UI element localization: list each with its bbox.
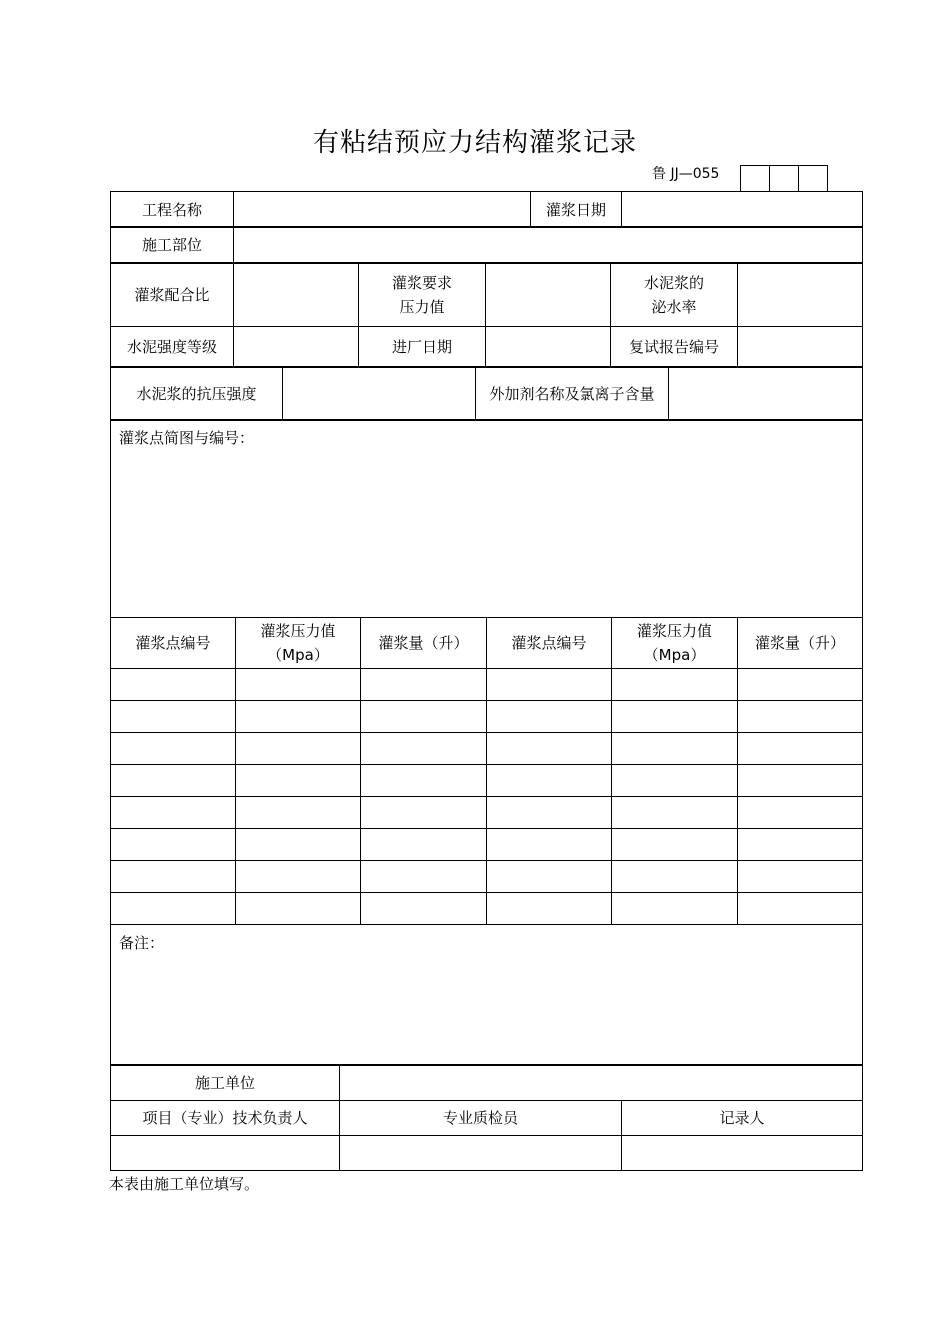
inspector-sign-cell[interactable] [340,1136,622,1171]
remarks-area[interactable] [111,925,863,1065]
col-volume: 灌浆量（升） [361,618,487,669]
entry-date-cell[interactable] [486,327,611,368]
grout-rows [111,669,863,925]
grout-date-cell[interactable] [622,192,863,228]
admixture-cell[interactable] [669,367,863,421]
footnote: 本表由施工单位填写。 [109,1175,260,1193]
table-cell[interactable] [612,861,738,893]
cement-grade-label: 水泥强度等级 [111,327,234,368]
table-cell[interactable] [236,861,361,893]
bleeding-line2: 泌水率 [651,297,697,316]
table-cell[interactable] [487,669,612,701]
table-cell[interactable] [738,765,863,797]
pressure-req-line1: 灌浆要求 [391,273,452,292]
tech-lead-sign-cell[interactable] [111,1136,340,1171]
table-cell[interactable] [361,765,487,797]
table-cell[interactable] [111,829,236,861]
table-cell[interactable] [236,893,361,925]
construction-part-label: 施工部位 [111,227,234,264]
col-pressure [236,618,361,669]
table-cell[interactable] [612,829,738,861]
table-cell[interactable] [361,893,487,925]
table-row [111,797,863,829]
table-cell[interactable] [487,861,612,893]
bleeding-label [611,263,738,327]
remarks-label: 备注： [119,934,165,952]
table-cell[interactable] [738,861,863,893]
table-cell[interactable] [738,733,863,765]
table-cell[interactable] [111,669,236,701]
construction-unit-cell[interactable] [340,1066,863,1101]
table-cell[interactable] [111,797,236,829]
table-cell[interactable] [612,797,738,829]
entry-date-label: 进厂日期 [359,327,486,368]
recorder-label: 记录人 [622,1101,863,1136]
header-table-d [110,366,863,421]
table-cell[interactable] [738,829,863,861]
col-point-no: 灌浆点编号 [111,618,236,669]
construction-unit-label: 施工单位 [111,1066,340,1101]
code-box[interactable] [769,165,799,192]
table-cell[interactable] [361,701,487,733]
table-cell[interactable] [236,829,361,861]
pressure-req-label [359,263,486,327]
pressure-req-line2: 压力值 [399,297,445,316]
tech-lead-label: 项目（专业）技术负责人 [111,1101,340,1136]
table-cell[interactable] [612,669,738,701]
table-row [111,861,863,893]
table-cell[interactable] [236,701,361,733]
table-cell[interactable] [487,893,612,925]
table-cell[interactable] [111,733,236,765]
table-cell[interactable] [111,701,236,733]
sketch-area[interactable] [111,420,863,618]
table-cell[interactable] [361,829,487,861]
compressive-cell[interactable] [283,367,476,421]
inspector-label: 专业质检员 [340,1101,622,1136]
compressive-label: 水泥浆的抗压强度 [111,367,283,421]
table-cell[interactable] [236,765,361,797]
table-cell[interactable] [487,701,612,733]
table-cell[interactable] [111,893,236,925]
table-cell[interactable] [111,765,236,797]
header-table-a [110,191,863,228]
col-pressure-unit: （Mpa） [267,646,329,664]
form-code: 鲁 JJ—055 [652,166,720,182]
col-pressure-2 [612,618,738,669]
col-pressure-2-unit: （Mpa） [643,646,706,664]
table-cell[interactable] [612,701,738,733]
table-row [111,669,863,701]
table-row [111,829,863,861]
table-cell[interactable] [236,733,361,765]
code-box[interactable] [798,165,828,192]
table-row [111,765,863,797]
form-title: 有粘结预应力结构灌浆记录 [312,128,637,158]
retest-report-cell[interactable] [738,327,863,368]
table-cell[interactable] [487,733,612,765]
table-cell[interactable] [361,797,487,829]
table-cell[interactable] [111,861,236,893]
header-table-b [110,226,863,264]
admixture-label: 外加剂名称及氯离子含量 [476,367,669,421]
cement-grade-cell[interactable] [234,327,359,368]
retest-report-label: 复试报告编号 [611,327,738,368]
grout-date-label: 灌浆日期 [531,192,622,228]
table-cell[interactable] [612,765,738,797]
table-cell[interactable] [487,765,612,797]
col-pressure-2-line1: 灌浆压力值 [636,622,712,640]
table-cell[interactable] [612,893,738,925]
project-name-cell[interactable] [234,192,531,228]
bleeding-cell[interactable] [738,263,863,327]
table-cell[interactable] [236,797,361,829]
pressure-req-cell[interactable] [486,263,611,327]
recorder-sign-cell[interactable] [622,1136,863,1171]
mix-ratio-cell[interactable] [234,263,359,327]
table-cell[interactable] [738,797,863,829]
table-cell[interactable] [738,701,863,733]
table-cell[interactable] [487,829,612,861]
header-table-c [110,262,863,368]
col-pressure-line1: 灌浆压力值 [260,622,336,640]
grout-table [110,419,863,1065]
table-cell[interactable] [738,669,863,701]
sketch-label: 灌浆点简图与编号： [119,429,255,447]
bleeding-line1: 水泥浆的 [643,273,704,292]
table-cell[interactable] [361,733,487,765]
table-cell[interactable] [487,797,612,829]
code-boxes [741,165,828,192]
signature-table [110,1065,863,1171]
mix-ratio-label: 灌浆配合比 [111,263,234,327]
table-cell[interactable] [361,861,487,893]
table-cell[interactable] [738,893,863,925]
construction-part-cell[interactable] [234,227,863,264]
col-point-no-2: 灌浆点编号 [487,618,612,669]
table-cell[interactable] [612,733,738,765]
table-row [111,701,863,733]
table-row [111,893,863,925]
table-cell[interactable] [236,669,361,701]
code-box[interactable] [740,165,770,192]
project-name-label: 工程名称 [111,192,234,228]
table-cell[interactable] [361,669,487,701]
table-row [111,733,863,765]
col-volume-2: 灌浆量（升） [738,618,863,669]
